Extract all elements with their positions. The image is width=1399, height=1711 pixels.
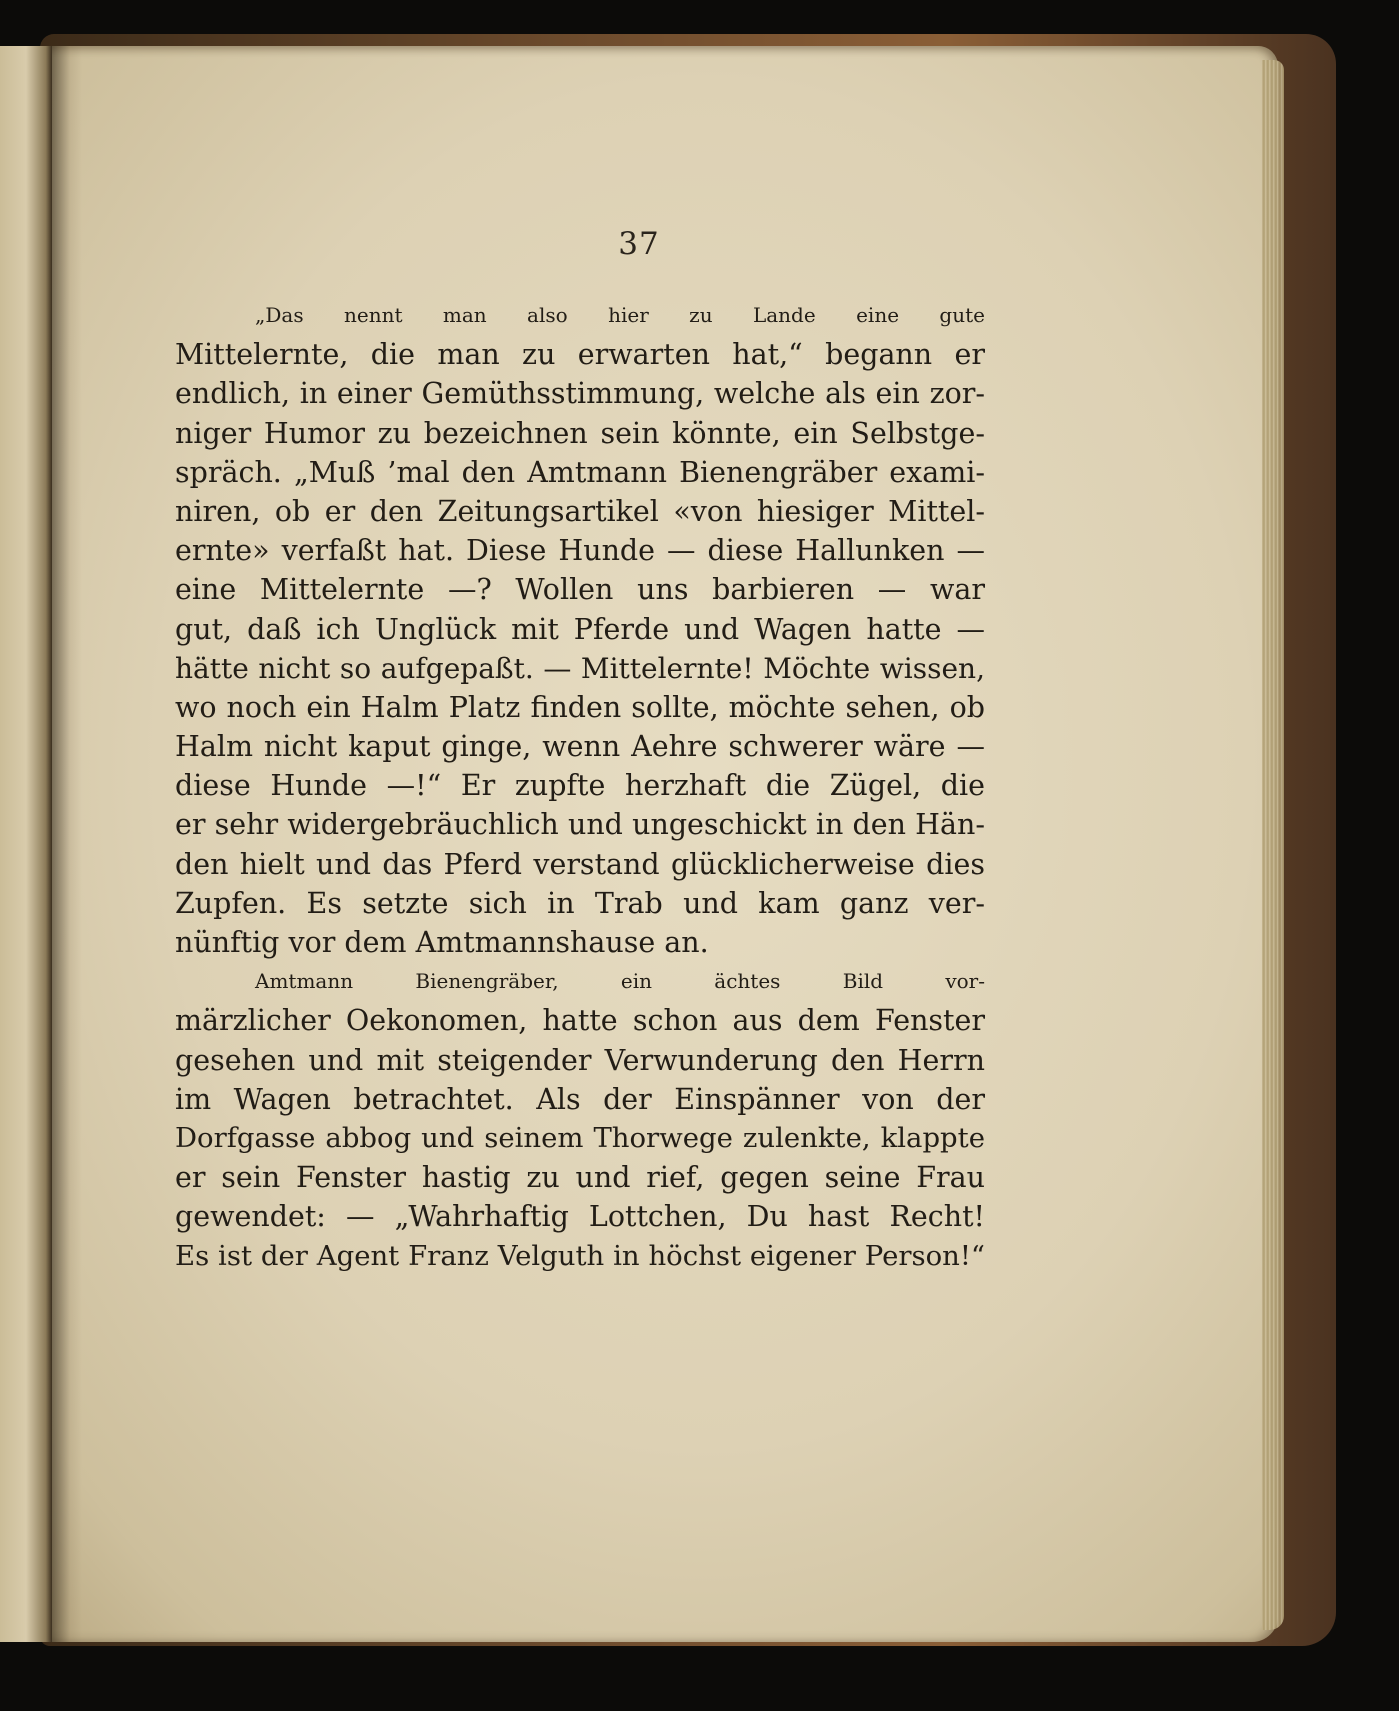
text-line: Mittelernte, die man zu erwarten hat,“ begann er xyxy=(175,338,985,372)
text-line: gut, daß ich Unglück mit Pferde und Wagen hatte — xyxy=(175,612,985,646)
text-line: wo noch ein Halm Platz finden sollte, möchte sehen, ob xyxy=(175,690,985,724)
previous-page-edge xyxy=(0,46,52,1642)
text-line: nünftig vor dem Amtmannshause an. xyxy=(175,926,709,959)
text-line: er sehr widergebräuchlich und ungeschickt in den Hän- xyxy=(175,808,985,842)
text-line: hätte nicht so aufgepaßt. — Mittelernte! Möchte wissen, xyxy=(175,651,985,685)
text-line: im Wagen betrachtet. Als der Einspänner von der xyxy=(175,1082,985,1116)
text-line: gewendet: — „Wahrhaftig Lottchen, Du hast Recht! xyxy=(175,1200,985,1234)
text-line: eine Mittelernte —? Wollen uns barbieren — war xyxy=(175,573,985,607)
text-line: Halm nicht kaput ginge, wenn Aehre schwerer wäre — xyxy=(175,730,985,764)
text-line: Amtmann Bienengräber, ein ächtes Bild vor- xyxy=(255,969,985,994)
text-line: spräch. „Muß ’mal den Amtmann Bienengräber exami- xyxy=(175,455,985,489)
text-line: gesehen und mit steigender Verwunderung den Herrn xyxy=(175,1043,985,1077)
text-line: er sein Fenster hastig zu und rief, gegen seine Frau xyxy=(175,1161,985,1195)
page-number: 37 xyxy=(618,226,660,262)
text-line: Es ist der Agent Franz Velguth in höchst eigener Person!“ xyxy=(175,1239,985,1272)
body-text xyxy=(175,296,985,1276)
text-line: diese Hunde —!“ Er zupfte herzhaft die Zügel, die xyxy=(175,769,985,803)
text-line: den hielt und das Pferd verstand glücklicherweise dies xyxy=(175,847,985,881)
text-line: Zupfen. Es setzte sich in Trab und kam ganz ver- xyxy=(175,886,985,920)
text-line: niren, ob er den Zeitungsartikel «von hiesiger Mittel- xyxy=(175,494,985,528)
text-line: Dorfgasse abbog und seinem Thorwege zulenkte, klappte xyxy=(175,1121,985,1154)
text-line: märzlicher Oekonomen, hatte schon aus dem Fenster xyxy=(175,1004,985,1038)
text-line: ernte» verfaßt hat. Diese Hunde — diese Hallunken — xyxy=(175,534,985,568)
text-line: niger Humor zu bezeichnen sein könnte, ein Selbstge- xyxy=(175,416,985,450)
gutter-shadow xyxy=(52,46,82,1642)
text-line: „Das nennt man also hier zu Lande eine gute xyxy=(255,303,985,327)
page-edges xyxy=(1262,60,1284,1630)
text-line: endlich, in einer Gemüthsstimmung, welche als ein zor- xyxy=(175,377,985,411)
